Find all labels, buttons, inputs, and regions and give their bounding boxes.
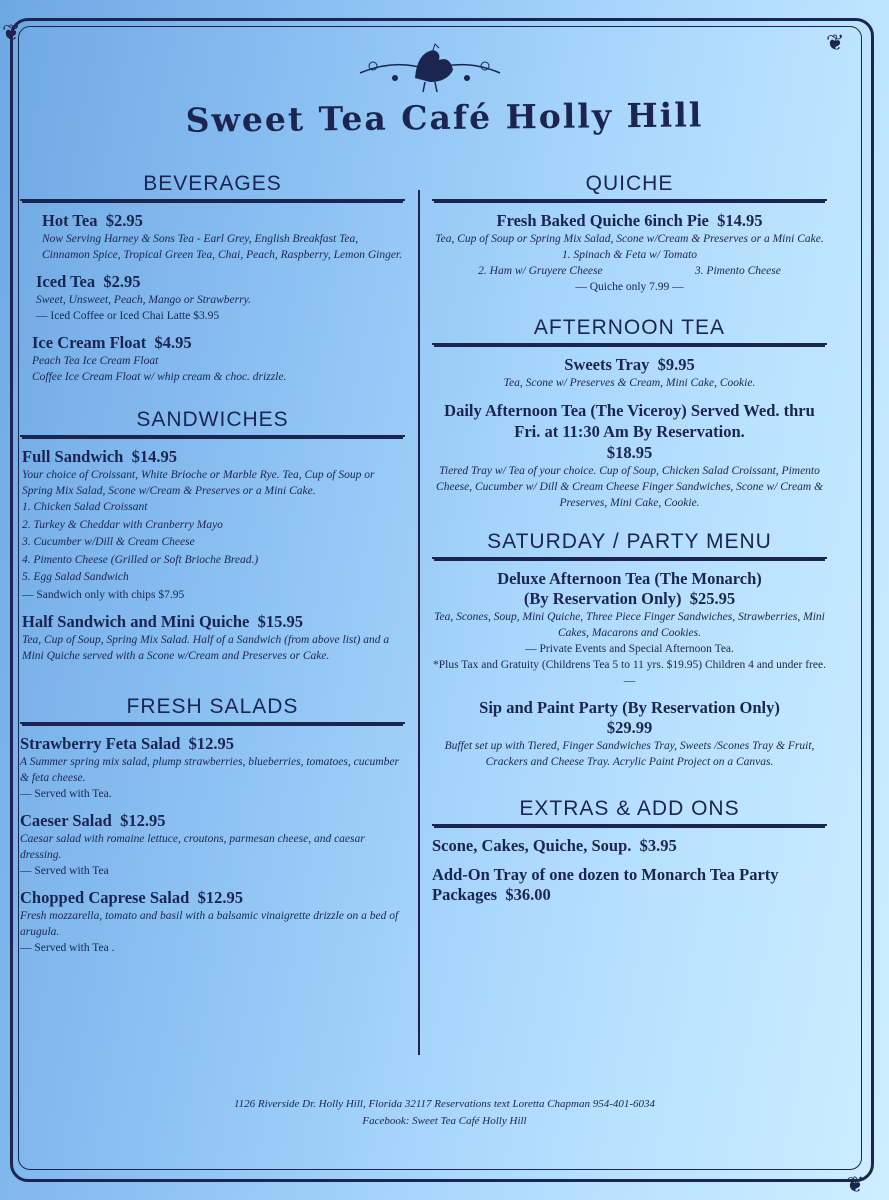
sweets-tray-item [432,355,827,391]
caeser-salad-item [20,811,405,879]
quiche-heading: QUICHE [432,172,827,201]
item-name: Half Sandwich and Mini Quiche [22,611,250,631]
item-name: Daily Afternoon Tea (The Viceroy) Served Wed. thru Fri. at 11:30 Am By Reservation. [444,401,815,441]
item-price: $12.95 [197,887,243,907]
item-desc: Tea, Scone w/ Preserves & Cream, Mini Cake, Cookie. [503,377,756,389]
item-desc: Tea, Cup of Soup, Spring Mix Salad. Half of a Sandwich (from above list) and a Mini Quiche served with a Scone w/Cream and Preserves or Cake. [22,633,390,662]
monarch-tea-item [432,569,827,689]
item-note: — Iced Coffee or Iced Chai Latte $3.95 [36,310,220,322]
add-on-tray-item [432,865,827,905]
item-price: $36.00 [505,885,551,904]
afternoon-tea-heading: AFTERNOON TEA [432,316,827,345]
item-desc: Sweet, Unsweet, Peach, Mango or Strawberry. [36,294,251,306]
footer-facebook: Facebook: Sweet Tea Café Holly Hill [362,1115,527,1127]
extras-item [432,836,827,856]
iced-tea-item [20,272,405,324]
item-price: $18.95 [606,443,653,462]
item-name: Sip and Paint Party (By Reservation Only) [479,698,780,717]
rooster-floral-icon [355,38,505,98]
item-desc: Your choice of Croissant, White Brioche or Marble Rye. Tea, Cup of Soup or Spring Mix Salad, Scone w/Cream & Preserves or a Mini Cake. [22,469,375,497]
item-price: $29.99 [606,718,653,737]
item-name: Add-On Tray of one dozen to Monarch Tea Party Packages [432,865,779,904]
list-item: 1. Chicken Salad Croissant [22,501,148,513]
item-name: Ice Cream Float [32,333,147,352]
column-divider [418,190,420,1055]
item-price: $15.95 [257,611,304,631]
item-desc: Now Serving Harney & Sons Tea - Earl Grey, English Breakfast Tea, Cinnamon Spice, Tropical Green Tea, Chai, Peach, Raspberry, Lemon Ginger. [42,233,402,261]
item-note: *Plus Tax and Gratuity (Childrens Tea 5 to 11 yrs. $19.95) Children 4 and under free. — [433,659,826,687]
list-item: 3. Cucumber w/Dill & Cream Cheese [22,536,195,548]
item-note: — Quiche only 7.99 — [575,281,684,293]
item-name: Fresh Baked Quiche 6inch Pie [496,211,709,230]
item-price: $2.95 [105,211,143,230]
item-desc: Tea, Cup of Soup or Spring Mix Salad, Scone w/Cream & Preserves or a Mini Cake. 1. Spinach & Feta w/ Tomato [435,233,824,261]
list-item: 2. Turkey & Cheddar with Cranberry Mayo [22,518,223,531]
item-price: $14.95 [717,211,763,230]
item-price: $14.95 [131,447,177,466]
beverages-heading: BEVERAGES [20,172,405,201]
sip-paint-item [432,698,827,770]
item-name: Sweets Tray [564,355,650,374]
list-item: 5. Egg Salad Sandwich [22,571,129,583]
item-desc: Peach Tea Ice Cream Float [32,355,159,367]
item-note: — Served with Tea [20,864,109,877]
item-name: Chopped Caprese Salad [20,887,190,907]
corner-flourish-icon: ❦ [2,20,21,45]
item-price: $3.95 [639,836,677,855]
item-name: Full Sandwich [22,447,124,466]
item-desc: Tiered Tray w/ Tea of your choice. Cup of Soup, Chicken Salad Croissant, Pimento Cheese, Cucumber w/ Dill & Cream Cheese Finger Sandwiches, Scone w/ Cream & Preserves, Mini Cake, Cookie. [436,465,823,509]
quiche-pie-item [432,211,827,295]
item-price: $4.95 [154,333,192,352]
sandwich-options-list [22,499,405,587]
left-column [20,172,405,965]
item-name: Deluxe Afternoon Tea (The Monarch) [497,569,762,588]
sandwiches-heading: SANDWICHES [20,408,405,437]
item-name: (By Reservation Only) [523,589,682,608]
strawberry-salad-item [20,734,405,802]
item-note: — Private Events and Special Afternoon Tea. [525,643,734,655]
item-desc: Coffee Ice Cream Float w/ whip cream & choc. drizzle. [32,371,287,383]
viceroy-tea-item [432,400,827,511]
party-menu-heading: SATURDAY / PARTY MENU [432,530,827,559]
item-price: $2.95 [103,272,141,291]
item-name: Strawberry Feta Salad [20,733,181,753]
item-note: — Served with Tea. [20,787,112,800]
item-desc: Caesar salad with romaine lettuce, croutons, parmesan cheese, and caesar dressing. [20,832,365,861]
item-desc: Buffet set up with Tiered, Finger Sandwiches Tray, Sweets /Scones Tray & Fruit, Crackers and Cheese Tray. Acrylic Paint Project on a Canvas. [444,740,815,768]
list-item: 4. Pimento Cheese (Grilled or Soft Brioche Bread.) [22,553,259,566]
item-desc: Tea, Scones, Soup, Mini Quiche, Three Piece Finger Sandwiches, Strawberries, Mini Cakes, Macarons and Cookies. [434,611,825,639]
right-column [432,172,827,914]
corner-flourish-icon: ❦ [846,1172,865,1197]
item-price: $25.95 [689,589,736,608]
item-price: $12.95 [188,733,235,753]
item-price: $12.95 [120,810,166,830]
salads-heading: FRESH SALADS [20,695,405,724]
full-sandwich-item [20,447,405,603]
hot-tea-item [20,211,405,263]
item-note: — Sandwich only with chips $7.95 [22,588,185,601]
quiche-option: 2. Ham w/ Gruyere Cheese [478,265,603,277]
item-desc: A Summer spring mix salad, plump strawberries, blueberries, tomatoes, cucumber & feta cheese. [20,755,399,784]
item-name: Caeser Salad [20,810,112,830]
item-name: Scone, Cakes, Quiche, Soup. [432,836,632,855]
item-desc: Fresh mozzarella, tomato and basil with a balsamic vinaigrette drizzle on a bed of arugula. [20,909,399,938]
item-price: $9.95 [657,355,695,374]
item-note: — Served with Tea . [20,941,115,954]
item-name: Iced Tea [36,272,96,291]
caprese-salad-item [20,888,405,956]
cafe-title: Sweet Tea Café Holly Hill [185,95,704,140]
footer-address: 1126 Riverside Dr. Holly Hill, Florida 32117 Reservations text Loretta Chapman 954-401-6034 [233,1098,656,1110]
extras-heading: EXTRAS & ADD ONS [432,797,827,826]
corner-flourish-icon: ❦ [826,30,845,55]
footer [0,1096,889,1130]
quiche-option: 3. Pimento Cheese [694,265,781,277]
item-name: Hot Tea [42,211,98,230]
ice-cream-float-item [20,333,405,385]
half-sandwich-item [20,612,405,664]
